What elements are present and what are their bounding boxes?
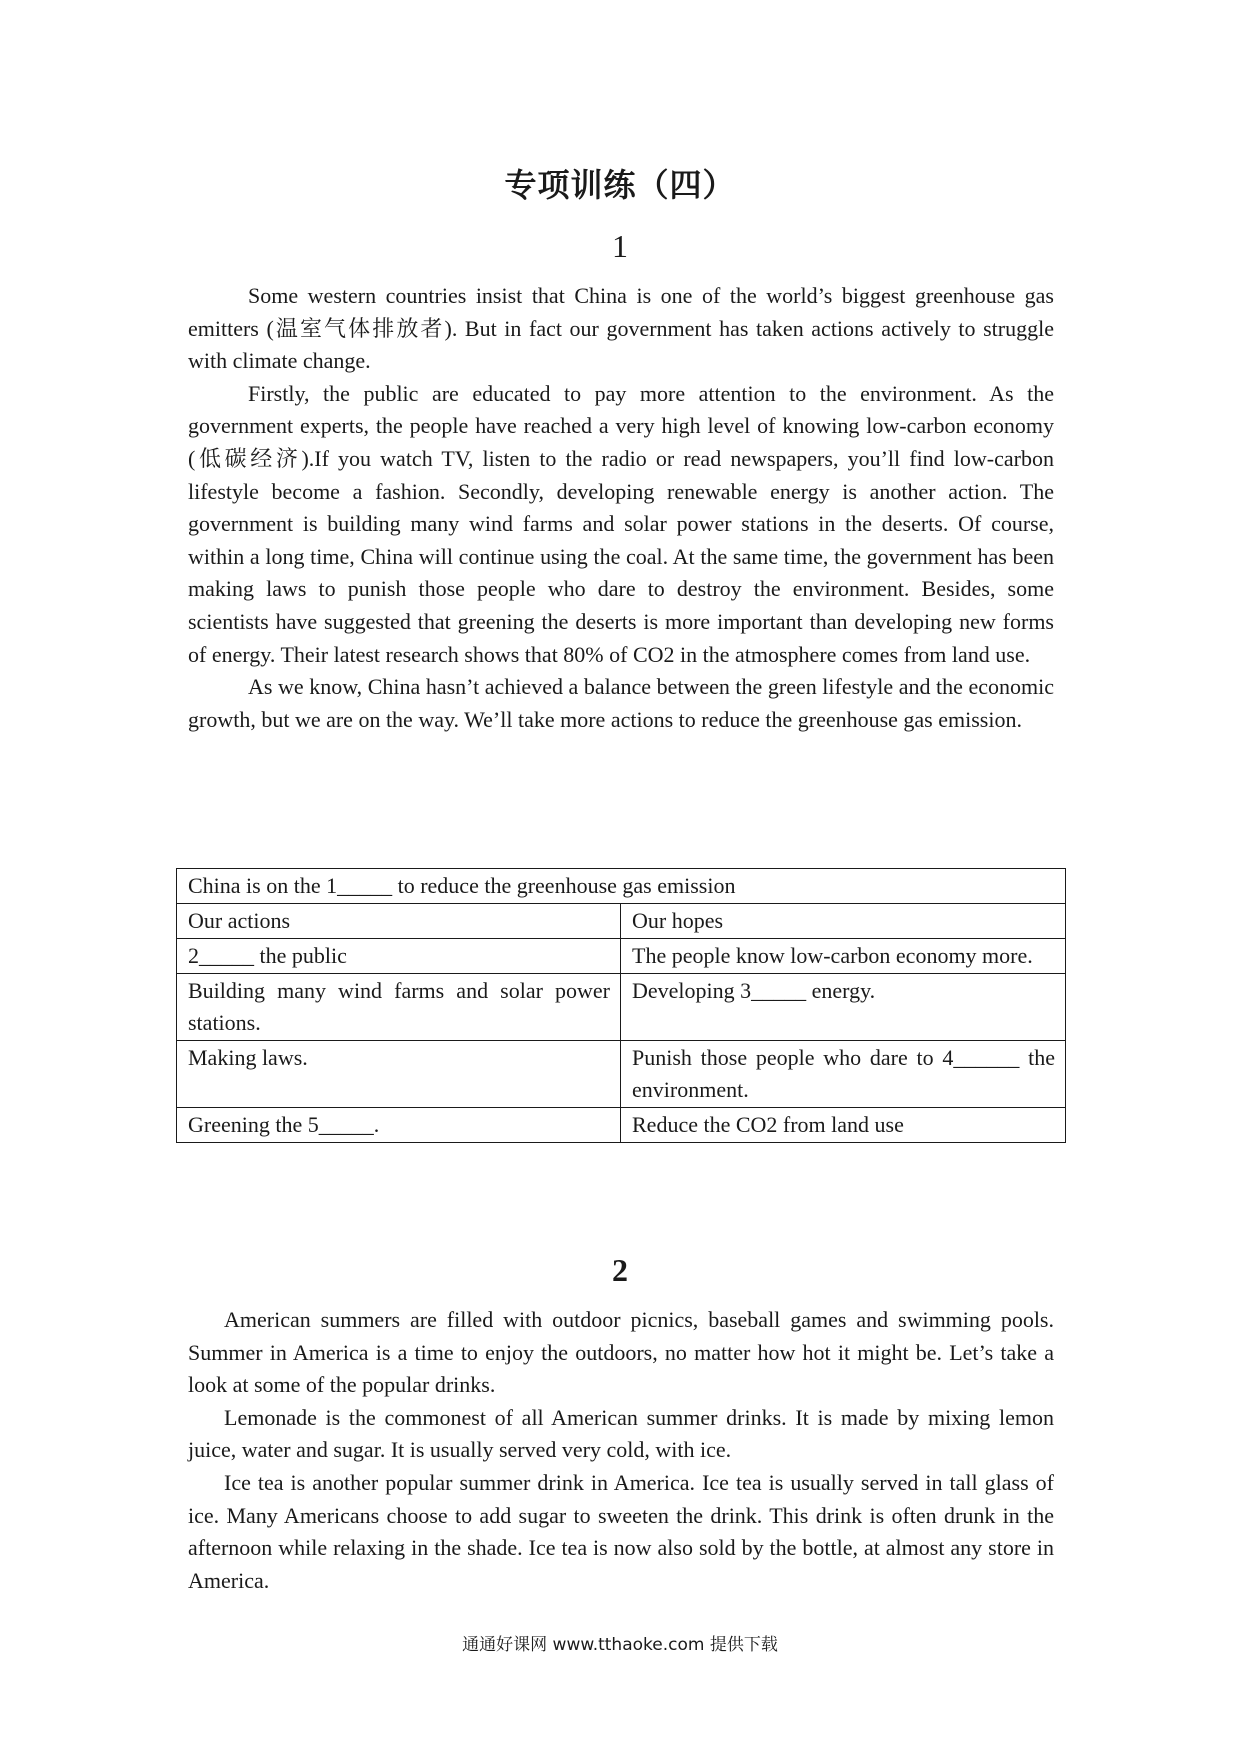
table-cell: Punish those people who dare to 4______ the environment. <box>621 1041 1066 1108</box>
paragraph: Some western countries insist that China is one of the world’s biggest greenhouse gas emitters (温室气体排放者). But in fact our government has taken actions actively to struggle with climate change. <box>188 283 1054 374</box>
paragraph: As we know, China hasn’t achieved a balance between the green lifestyle and the economic growth, but we are on the way. We’ll take more actions to reduce the greenhouse gas emission. <box>188 674 1054 732</box>
paragraph: Ice tea is another popular summer drink in America. Ice tea is usually served in tall glass of ice. Many Americans choose to add sugar to sweeten the drink. This drink is often drunk in the afternoon while relaxing in the shade. Ice tea is now also sold by the bottle, at almost any store in America. <box>188 1469 1054 1593</box>
table-cell: Developing 3_____ energy. <box>621 974 1066 1041</box>
table-row <box>177 974 1066 1041</box>
table-row <box>177 939 1066 974</box>
section-2-passage <box>188 1304 1054 1597</box>
table-row <box>177 1108 1066 1143</box>
page-title: 专项训练（四） <box>504 166 736 204</box>
task-table <box>176 868 1066 1143</box>
paragraph: Lemonade is the commonest of all American summer drinks. It is made by mixing lemon juice, water and sugar. It is usually served very cold, with ice. <box>188 1404 1054 1463</box>
table-cell: 2_____ the public <box>177 939 621 974</box>
column-header-actions: Our actions <box>177 904 621 939</box>
column-header-hopes: Our hopes <box>621 904 1066 939</box>
table-cell: The people know low-carbon economy more. <box>621 939 1066 974</box>
table-cell: Building many wind farms and solar power stations. <box>177 974 621 1041</box>
table-title: China is on the 1_____ to reduce the greenhouse gas emission <box>177 869 1066 904</box>
table-cell: Making laws. <box>177 1041 621 1108</box>
paragraph: American summers are filled with outdoor picnics, baseball games and swimming pools. Summer in America is a time to enjoy the outdoors, no matter how hot it might be. Let’s take a look at some of the popular drinks. <box>188 1307 1054 1398</box>
section-2-number: 2 <box>612 1252 628 1288</box>
section-1-passage <box>188 280 1054 736</box>
table-row <box>177 1041 1066 1108</box>
section-1-number: 1 <box>612 228 628 264</box>
table-cell: Greening the 5_____. <box>177 1108 621 1143</box>
page-footer: 通通好课网 www.tthaoke.com 提供下载 <box>462 1635 778 1655</box>
table-title-row <box>177 869 1066 904</box>
table-header-row <box>177 904 1066 939</box>
paragraph: Firstly, the public are educated to pay more attention to the environment. As the government experts, the people have reached a very high level of knowing low-carbon economy (低碳经济).If you watch TV, listen to the radio or read newspapers, you’ll find low-carbon lifestyle become a fashion. Secondly, developing renewable energy is another action. The government is building many wind farms and solar power stations in the deserts. Of course, within a long time, China will continue using the coal. At the same time, the government has been making laws to punish those people who dare to destroy the environment. Besides, some scientists have suggested that greening the deserts is more important than developing new forms of energy. Their latest research shows that 80% of CO2 in the atmosphere comes from land use. <box>188 380 1054 667</box>
table-cell: Reduce the CO2 from land use <box>621 1108 1066 1143</box>
